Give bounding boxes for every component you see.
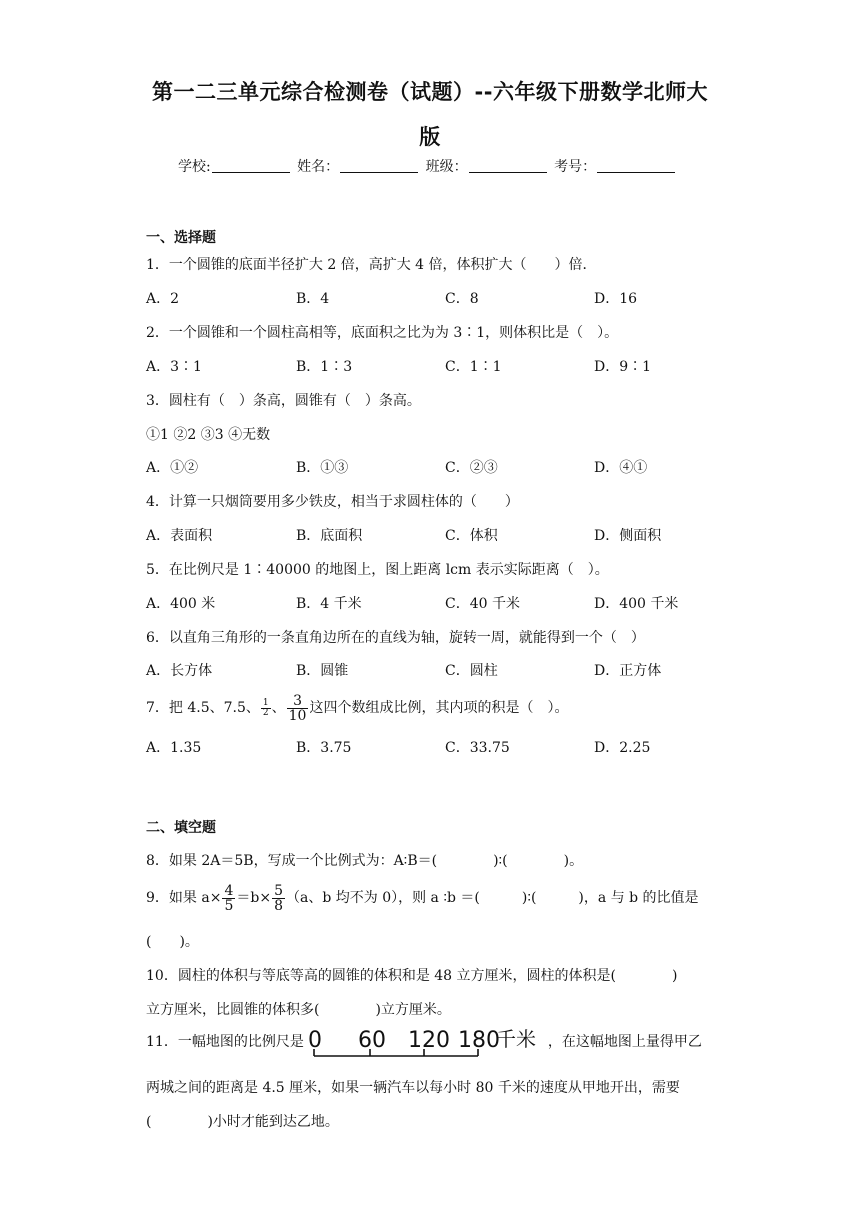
class-blank[interactable] bbox=[469, 158, 547, 173]
scale-label-120: 120 bbox=[407, 1028, 450, 1053]
option-b[interactable]: B．圆锥 bbox=[296, 663, 349, 679]
scale-unit: 千米 bbox=[495, 1027, 536, 1051]
question-3-choices: ①1 ②2 ③3 ④无数 bbox=[146, 427, 271, 443]
question-9-text-post: （a、b 均不为 0），则 a ∶b ＝( )∶( )，a 与 b 的比值是 bbox=[285, 890, 699, 906]
question-6: 6．以直角三角形的一条直角边所在的直线为轴，旋转一周，就能得到一个（ ） bbox=[146, 630, 645, 646]
exam-no-label: 考号： bbox=[554, 159, 597, 175]
question-7-text-mid: 、 bbox=[271, 700, 286, 716]
question-5: 5．在比例尺是 1∶40000 的地图上，图上距离 lcm 表示实际距离（ ）。 bbox=[146, 562, 609, 578]
option-c[interactable]: C．40 千米 bbox=[445, 596, 520, 612]
question-1: 1．一个圆锥的底面半径扩大 2 倍，高扩大 4 倍，体积扩大（ ）倍． bbox=[146, 257, 597, 273]
page-title: 第一二三单元综合检测卷（试题）--六年级下册数学北师大 bbox=[152, 80, 708, 104]
question-7-text-pre: 7．把 4.5、7.5、 bbox=[146, 700, 260, 716]
option-d[interactable]: D．2.25 bbox=[594, 740, 651, 756]
question-11-text-post: ，在这幅地图上量得甲乙 bbox=[547, 1034, 702, 1050]
fraction-one-half: $\frac{1}{2}$ bbox=[262, 697, 269, 718]
school-blank[interactable] bbox=[212, 158, 290, 173]
option-a[interactable]: A．2 bbox=[146, 291, 180, 307]
fraction-three-tenths: $\frac{3}{10}$ bbox=[288, 692, 307, 724]
option-b[interactable]: B．4 千米 bbox=[296, 596, 362, 612]
scale-label-180: 180 bbox=[457, 1028, 500, 1053]
school-label: 学校: bbox=[178, 159, 211, 175]
question-7-text-post: 这四个数组成比例，其内项的积是（ ）。 bbox=[309, 700, 569, 716]
option-c[interactable]: C．体积 bbox=[445, 528, 498, 544]
option-b[interactable]: B．底面积 bbox=[296, 528, 363, 544]
options-row-2 bbox=[0, 356, 860, 376]
page-title-continued: 版 bbox=[419, 125, 441, 149]
question-11-line3: ( )小时才能到达乙地。 bbox=[146, 1114, 339, 1130]
option-a[interactable]: A．①② bbox=[146, 460, 199, 476]
option-c[interactable]: C．1∶1 bbox=[445, 359, 502, 375]
option-c[interactable]: C．②③ bbox=[445, 460, 498, 476]
option-d[interactable]: D．侧面积 bbox=[594, 528, 662, 544]
option-d[interactable]: D．16 bbox=[594, 291, 638, 307]
option-d[interactable]: D．9∶1 bbox=[594, 359, 652, 375]
option-d[interactable]: D．正方体 bbox=[594, 663, 662, 679]
question-9-text-mid: ＝b× bbox=[236, 890, 272, 906]
fraction-five-eighths: $\frac{5}{8}$ bbox=[274, 882, 283, 914]
option-a[interactable]: A．表面积 bbox=[146, 528, 213, 544]
option-c[interactable]: C．33.75 bbox=[445, 740, 510, 756]
question-11-text-pre: 11．一幅地图的比例尺是 bbox=[146, 1034, 304, 1050]
options-row-6 bbox=[0, 660, 860, 680]
option-d[interactable]: D．400 千米 bbox=[594, 596, 679, 612]
options-row-5 bbox=[0, 593, 860, 613]
question-8: 8．如果 2A＝5B，写成一个比例式为：A∶B＝( )∶( )。 bbox=[146, 853, 584, 869]
question-10: 10．圆柱的体积与等底等高的圆锥的体积和是 48 立方厘米，圆柱的体积是( ) bbox=[146, 968, 678, 984]
option-b[interactable]: B．3.75 bbox=[296, 740, 352, 756]
option-a[interactable]: A．1.35 bbox=[146, 740, 202, 756]
option-c[interactable]: C．8 bbox=[445, 291, 479, 307]
name-label: 姓名： bbox=[297, 159, 340, 175]
question-9 bbox=[146, 878, 699, 918]
fraction-four-fifths: $\frac{4}{5}$ bbox=[224, 882, 234, 914]
option-b[interactable]: B．4 bbox=[296, 291, 330, 307]
question-4: 4．计算一只烟筒要用多少铁皮，相当于求圆柱体的（ ） bbox=[146, 494, 519, 510]
option-d[interactable]: D．④① bbox=[594, 460, 648, 476]
options-row-7 bbox=[0, 737, 860, 757]
exam-no-blank[interactable] bbox=[597, 158, 675, 173]
scale-label-0: 0 bbox=[307, 1028, 322, 1053]
option-a[interactable]: A．400 米 bbox=[146, 596, 216, 612]
name-blank[interactable] bbox=[340, 158, 418, 173]
options-row-1 bbox=[0, 288, 860, 308]
question-9-text-pre: 9．如果 a× bbox=[146, 890, 222, 906]
question-7 bbox=[146, 688, 568, 728]
option-b[interactable]: B．1∶3 bbox=[296, 359, 353, 375]
scale-bar-image bbox=[306, 1025, 546, 1059]
question-11-line2: 两城之间的距离是 4.5 厘米，如果一辆汽车以每小时 80 千米的速度从甲地开出，需要 bbox=[146, 1080, 680, 1096]
option-b[interactable]: B．①③ bbox=[296, 460, 349, 476]
options-row-4 bbox=[0, 525, 860, 545]
options-row-3 bbox=[0, 457, 860, 477]
scale-label-60: 60 bbox=[357, 1028, 386, 1053]
option-a[interactable]: A．3∶1 bbox=[146, 359, 202, 375]
question-3: 3．圆柱有（ ）条高，圆锥有（ ）条高。 bbox=[146, 393, 421, 409]
question-2: 2．一个圆锥和一个圆柱高相等，底面积之比为为 3∶1，则体积比是（ ）。 bbox=[146, 325, 619, 341]
option-c[interactable]: C．圆柱 bbox=[445, 663, 498, 679]
question-11 bbox=[146, 1024, 702, 1060]
question-9-line2: ( )。 bbox=[146, 934, 199, 950]
question-10-line2: 立方厘米，比圆锥的体积多( )立方厘米。 bbox=[146, 1002, 451, 1018]
section-heading-choice: 一、选择题 bbox=[146, 230, 216, 246]
student-info-line bbox=[178, 156, 678, 176]
section-heading-fill: 二、填空题 bbox=[146, 820, 216, 836]
class-label: 班级： bbox=[425, 159, 468, 175]
option-a[interactable]: A．长方体 bbox=[146, 663, 213, 679]
